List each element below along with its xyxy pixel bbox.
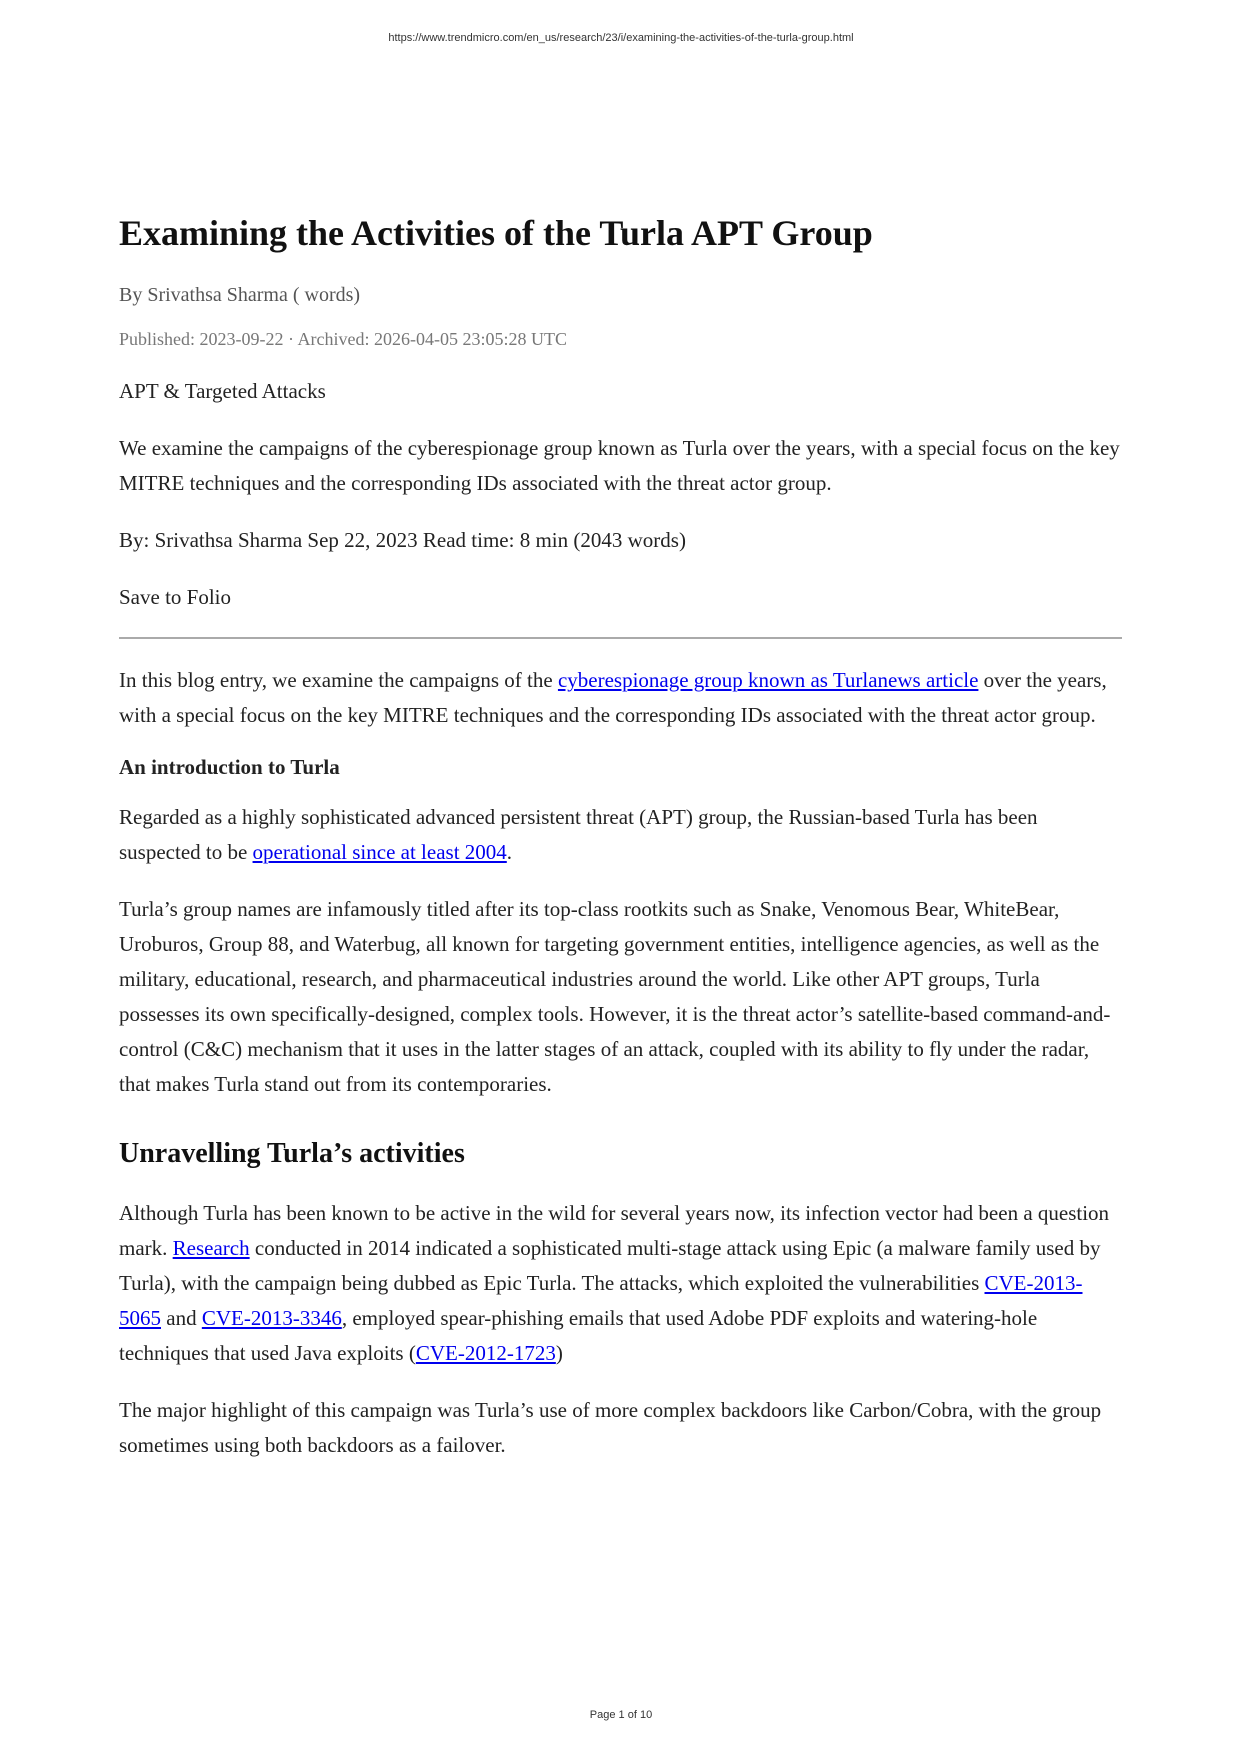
cve-link[interactable]: CVE-2013-3346 (201, 1306, 342, 1330)
paragraph: The major highlight of this campaign was Turla’s use of more complex backdoors like Carbon/Cobra, with the group sometimes using both backdoors as a failover. (119, 1398, 1102, 1457)
page-url: https://www.trendmicro.com/en_us/research/23/i/examining-the-activities-of-the-turla-group.html (388, 32, 854, 44)
text: and (161, 1306, 202, 1330)
page-title: Examining the Activities of the Turla APT Group (119, 213, 873, 253)
paragraph: Turla’s group names are infamously titled after its top-class rootkits such as Snake, Venomous Bear, WhiteBear, Uroburos, Group 88, and Waterbug, all known for targeting government entities, intelligence agencies, as well as the military, educational, research, and pharmaceutical industries around the world. Like other APT groups, Turla possesses its own specifically-designed, complex tools. However, it is the threat actor’s satellite-based command-and-control (C&C) mechanism that it uses in the latter stages of an attack, coupled with its ability to fly under the radar, that makes Turla stand out from its contemporaries. (119, 897, 1111, 1096)
paragraph (119, 663, 1122, 733)
text: In this blog entry, we examine the campaigns of the (119, 668, 558, 692)
operational-link[interactable]: operational since at least 2004 (252, 840, 507, 864)
publish-meta: Published: 2023-09-22 · Archived: 2026-04-05 23:05:28 UTC (119, 329, 567, 349)
summary: We examine the campaigns of the cyberespionage group known as Turla over the years, with a special focus on the key MITRE techniques and the corresponding IDs associated with the threat actor group. (119, 436, 1120, 495)
article (119, 212, 1122, 1485)
text: . (506, 840, 513, 864)
text: , employed spear-phishing emails that used Adobe PDF exploits and watering-hole techniques that used Java exploits ( (119, 1306, 1038, 1365)
byline: By Srivathsa Sharma ( words) (119, 284, 361, 306)
text: conducted in 2014 indicated a sophisticated multi-stage attack using Epic (a malware family used by Turla), with the campaign being dubbed as Epic Turla. The attacks, which exploited the vulnerabilities (119, 1236, 1101, 1295)
paragraph (119, 800, 1122, 870)
category: APT & Targeted Attacks (119, 379, 326, 403)
turla-link[interactable]: cyberespionage group known as Turlanews article (557, 668, 979, 692)
cve-link[interactable]: CVE-2012-1723 (415, 1341, 556, 1365)
text: ) (555, 1341, 563, 1365)
research-link[interactable]: Research (172, 1236, 250, 1260)
save-to-folio[interactable]: Save to Folio (119, 585, 232, 609)
text: over the years, with a special focus on the key MITRE techniques and the corresponding IDs associated with the threat actor group. (119, 668, 1107, 727)
section-heading: An introduction to Turla (119, 755, 340, 779)
divider (119, 637, 1122, 639)
page-number: Page 1 of 10 (589, 1709, 653, 1721)
cve-link[interactable]: CVE-2013-5065 (119, 1271, 1083, 1330)
author-line: By: Srivathsa Sharma Sep 22, 2023 Read time: 8 min (2043 words) (119, 528, 686, 552)
paragraph (119, 1196, 1122, 1371)
text: Regarded as a highly sophisticated advanced persistent threat (APT) group, the Russian-based Turla has been suspected to be (119, 805, 1038, 864)
section-heading: Unravelling Turla’s activities (119, 1138, 465, 1169)
text: Although Turla has been known to be active in the wild for several years now, its infection vector had been a question mark. (119, 1201, 1110, 1260)
